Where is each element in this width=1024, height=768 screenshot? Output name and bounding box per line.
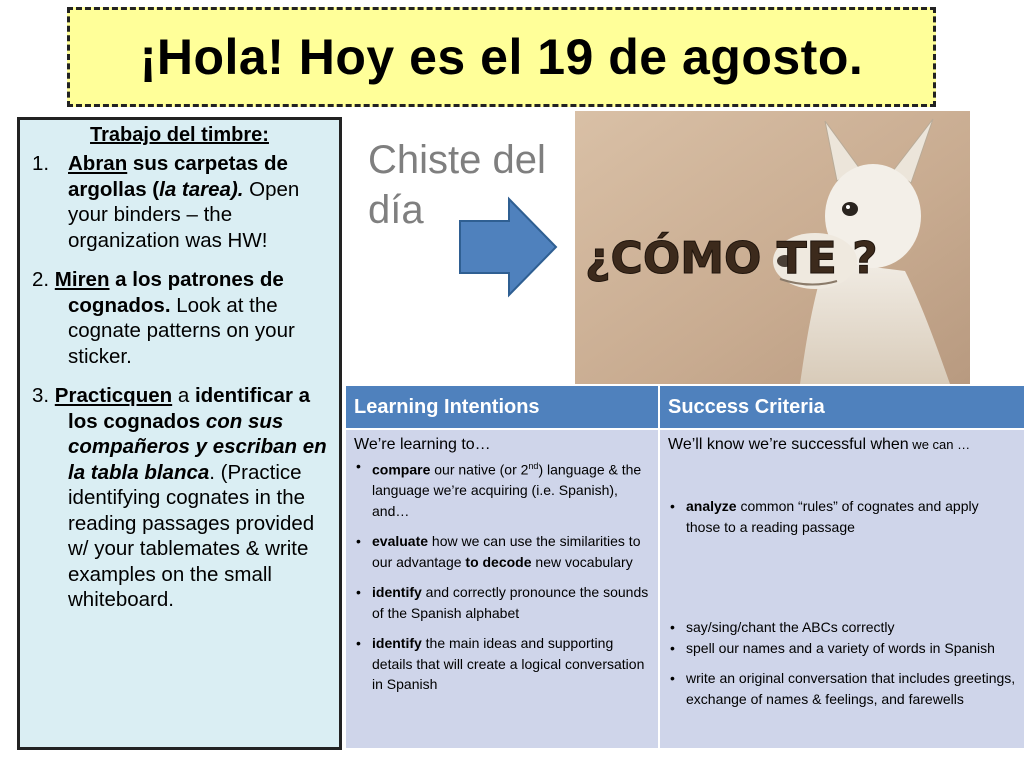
bell-item-1-verb: Abran (68, 152, 128, 175)
llama-caption: ¿CÓMO TE ? (585, 233, 878, 284)
learning-intro: We’re learning to… (354, 436, 491, 453)
list-item: • analyze common “rules” of cognates and apply those to a reading passage (668, 496, 1016, 537)
llama-joke-image (575, 111, 970, 384)
bell-item-2-text: a los patrones de cognados. (68, 268, 284, 317)
right-arrow-icon (457, 196, 559, 298)
learning-intentions-cell (345, 429, 659, 749)
bell-item-2-number: 2. (32, 268, 55, 291)
bell-item-3-number: 3. (32, 384, 55, 407)
bell-ringer-heading: Trabajo del timbre: (90, 124, 269, 146)
joke-heading: Chiste del día (368, 138, 546, 232)
list-item: • identify and correctly pronounce the sounds of the Spanish alphabet (354, 582, 650, 623)
bell-item-1-english: Open your binders – the organization was HW! (68, 177, 300, 252)
list-item: • spell our names and a variety of words in Spanish (668, 638, 1016, 659)
bell-item-3-text: identificar a los cognados (68, 384, 311, 433)
bell-item-2-english: Look at the cognate patterns on your sticker. (68, 293, 295, 368)
learning-table (344, 384, 1024, 750)
bell-item-3-verb: Practicquen (54, 384, 173, 407)
bell-item-2-verb: Miren (54, 268, 110, 291)
title-banner (67, 7, 936, 107)
list-item: • compare our native (or 2nd) language & the language we’re acquiring (i.e. Spanish), and… (354, 456, 650, 521)
learning-intentions-header: Learning Intentions (345, 385, 659, 429)
bell-item-3-a: a (172, 384, 195, 407)
list-item: • evaluate how we can use the similarities to our advantage to decode new vocabulary (354, 531, 650, 572)
success-criteria-cell (659, 429, 1024, 749)
page-title: ¡Hola! Hoy es el 19 de agosto. (139, 29, 864, 85)
list-item: • identify the main ideas and supporting details that will create a logical conversation in Spanish (354, 633, 650, 695)
bell-item-2 (32, 267, 327, 369)
bell-item-1-number: 1. (32, 152, 50, 175)
bell-item-3 (32, 383, 327, 613)
success-criteria-header: Success Criteria (659, 385, 1024, 429)
bell-item-1 (32, 151, 327, 253)
success-intro: We’ll know we’re successful when we can … (668, 436, 971, 453)
bell-ringer-panel (17, 117, 342, 750)
bell-item-3-english: . (Practice identifying cognates in the reading passages provided w/ your tablemates & write examples on the small whiteboard. (68, 460, 315, 611)
bell-item-3-italic: con sus compañeros y escriban en la tabla blanca (68, 409, 327, 484)
list-item: • say/sing/chant the ABCs correctly (668, 617, 1016, 638)
list-item: • write an original conversation that includes greetings, exchange of names & feelings, and farewells (668, 668, 1016, 709)
bell-item-1-text: sus carpetas de argollas ( (68, 152, 288, 201)
bell-item-1-italic: la tarea). (159, 177, 244, 201)
